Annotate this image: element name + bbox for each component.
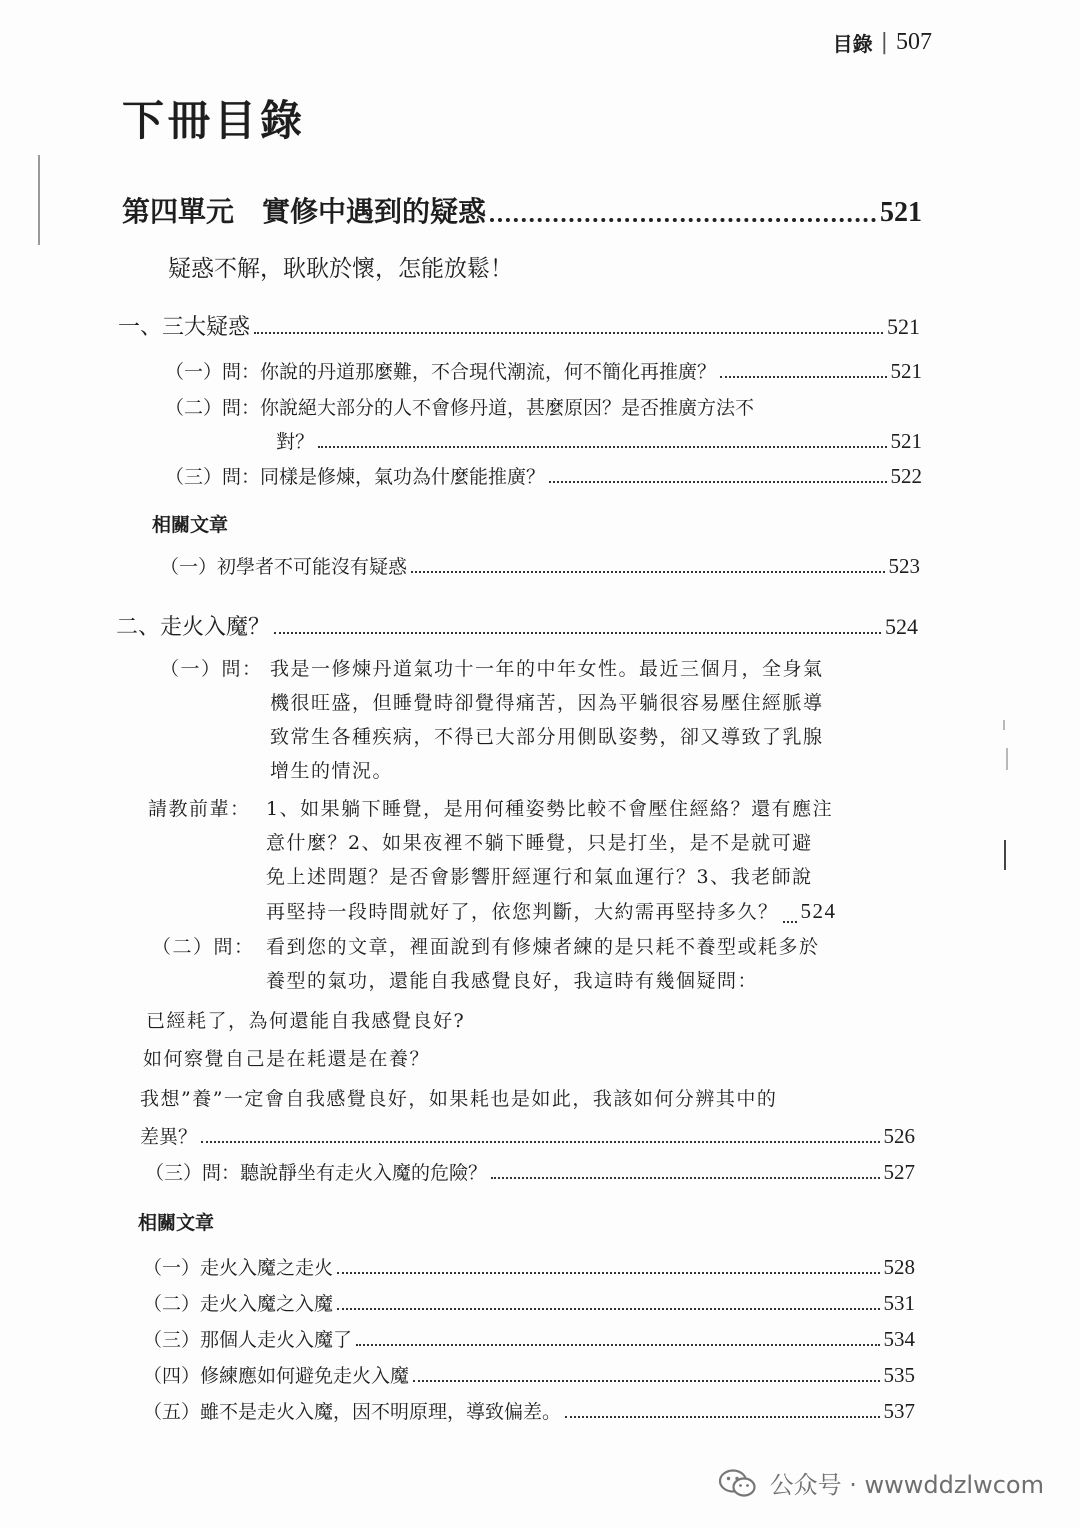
entry-page: 535 <box>883 1363 915 1387</box>
paragraph-line: 再堅持一段時間就好了，依您判斷，大約需再堅持多久？ <box>266 901 779 923</box>
dot-leader <box>411 560 884 572</box>
scan-mark <box>1006 748 1008 770</box>
dot-leader <box>356 1333 879 1345</box>
entry-label: （二）問： <box>152 936 255 958</box>
unit-title: 實修中遇到的疑惑 <box>262 195 487 228</box>
dot-leader <box>491 1166 879 1178</box>
entry-page: 526 <box>883 1124 915 1148</box>
watermark <box>718 1465 1044 1500</box>
paragraph-line: 看到您的文章，裡面說到有修煉者練的是只耗不養型或耗多於 <box>266 936 820 958</box>
dot-leader <box>274 620 881 634</box>
sub-question: 已經耗了，為何還能自我感覺良好? <box>146 1010 466 1032</box>
entry-page: 524 <box>800 899 837 923</box>
dot-leader <box>490 203 876 222</box>
toc-entry-continued <box>276 427 922 454</box>
toc-entry <box>143 1325 915 1352</box>
book-title: 下冊目錄 <box>122 96 307 145</box>
running-head <box>833 28 932 57</box>
entry-text: 同樣是修煉，氣功為什麼能推廣？ <box>260 466 546 488</box>
section-page: 524 <box>885 614 918 639</box>
section-title: 一、三大疑惑 <box>118 315 251 340</box>
dot-leader <box>201 1130 879 1142</box>
scan-mark <box>1003 720 1005 730</box>
dot-leader <box>565 1405 879 1417</box>
toc-entry <box>143 1397 915 1424</box>
running-head-page-number: 507 <box>896 29 932 55</box>
question-paragraph <box>152 930 930 998</box>
entry-label: （一）問： <box>160 658 263 680</box>
entry-page: 522 <box>890 464 922 488</box>
entry-page: 521 <box>890 359 922 383</box>
unit-heading <box>122 190 922 230</box>
entry-text: 初學者不可能沒有疑惑 <box>217 556 408 578</box>
toc-entry <box>143 1361 915 1388</box>
related-articles-heading: 相關文章 <box>152 514 229 536</box>
sub-question: 如何察覺自己是在耗還是在養？ <box>143 1048 431 1070</box>
toc-entry <box>145 1158 915 1185</box>
dot-leader <box>413 1369 879 1381</box>
question-paragraph <box>148 792 930 929</box>
unit-tagline: 疑惑不解，耿耿於懷，怎能放鬆！ <box>168 256 513 282</box>
dot-leader <box>254 320 883 334</box>
paragraph-line: 增生的情況。 <box>270 760 394 782</box>
entry-text: 差異？ <box>140 1126 198 1148</box>
entry-page: 528 <box>883 1255 915 1279</box>
section-title: 二、走火入魔？ <box>116 615 271 640</box>
entry-text: 你說絕大部分的人不會修丹道，甚麼原因？是否推廣方法不 <box>260 397 755 419</box>
toc-entry-continued <box>140 1122 915 1149</box>
dot-leader <box>549 470 886 482</box>
unit-number: 第四單元 <box>122 195 235 228</box>
paragraph-line: 1、如果躺下睡覺，是用何種姿勢比較不會壓住經絡？還有應注 <box>266 798 834 820</box>
scan-mark <box>1004 840 1006 870</box>
entry-label: （一） <box>160 556 218 578</box>
question-paragraph <box>160 652 930 788</box>
wechat-icon <box>718 1468 758 1498</box>
entry-text: 修練應如何避免走火入魔 <box>200 1365 410 1387</box>
entry-label: （四） <box>143 1365 201 1387</box>
entry-page: 531 <box>883 1291 915 1315</box>
entry-text: 雖不是走火入魔，因不明原理，導致偏差。 <box>200 1401 562 1423</box>
toc-entry <box>143 1289 915 1316</box>
paragraph-line: 致常生各種疾病，不得已大部分用側臥姿勢，卻又導致了乳腺 <box>270 726 824 748</box>
toc-entry <box>165 357 922 384</box>
related-articles-heading: 相關文章 <box>138 1212 215 1234</box>
dot-leader <box>318 435 886 447</box>
entry-label: （三）問： <box>165 466 261 488</box>
entry-page: 523 <box>888 554 920 578</box>
dot-leader <box>783 910 797 922</box>
entry-text: 你說的丹道那麼難，不合現代潮流，何不簡化再推廣？ <box>260 361 717 383</box>
entry-label: （一）問： <box>165 361 261 383</box>
entry-label: （二） <box>143 1293 201 1315</box>
paragraph-line: 機很旺盛，但睡覺時卻覺得痛苦，因為平躺很容易壓住經脈導 <box>270 692 824 714</box>
unit-page: 521 <box>880 197 922 228</box>
entry-label: （二）問： <box>165 397 261 419</box>
paragraph-line: 養型的氣功，還能自我感覺良好，我這時有幾個疑問： <box>266 970 759 992</box>
entry-page: 537 <box>883 1399 915 1423</box>
running-head-title: 目錄 <box>832 32 873 56</box>
dot-leader <box>720 365 886 377</box>
section-heading <box>118 310 920 341</box>
sub-question: 我想”養”一定會自我感覺良好，如果耗也是如此，我該如何分辨其中的 <box>140 1088 778 1110</box>
watermark-text: 公众号 · wwwddzlwcom <box>769 1471 1044 1499</box>
entry-page: 527 <box>883 1160 915 1184</box>
entry-text: 那個人走火入魔了 <box>200 1329 353 1351</box>
section-heading <box>116 610 918 641</box>
entry-label: （一） <box>143 1257 201 1279</box>
toc-entry <box>160 552 920 579</box>
entry-label: （三）問： <box>145 1162 241 1184</box>
toc-entry <box>165 393 922 420</box>
entry-text: 走火入魔之入魔 <box>200 1293 334 1315</box>
paragraph-last-line <box>266 894 930 929</box>
paragraph-line: 意什麼？2、如果夜裡不躺下睡覺，只是打坐，是不是就可避 <box>266 832 813 854</box>
entry-text: 對？ <box>276 431 315 453</box>
running-head-separator: | <box>880 30 888 55</box>
paragraph-line: 我是一修煉丹道氣功十一年的中年女性。最近三個月，全身氣 <box>270 658 824 680</box>
entry-page: 534 <box>883 1327 915 1351</box>
dot-leader <box>337 1261 879 1273</box>
toc-entry <box>143 1253 915 1280</box>
entry-text: 走火入魔之走火 <box>200 1257 334 1279</box>
margin-line <box>38 155 40 245</box>
dot-leader <box>337 1297 879 1309</box>
paragraph-line: 免上述問題？是否會影響肝經運行和氣血運行？3、我老師說 <box>266 866 813 888</box>
entry-label: （五） <box>143 1401 201 1423</box>
section-page: 521 <box>887 314 920 339</box>
entry-label: 請教前輩： <box>148 798 251 820</box>
entry-page: 521 <box>890 429 922 453</box>
entry-label: （三） <box>143 1329 201 1351</box>
toc-entry <box>165 462 922 489</box>
entry-text: 聽說靜坐有走火入魔的危險？ <box>240 1162 488 1184</box>
